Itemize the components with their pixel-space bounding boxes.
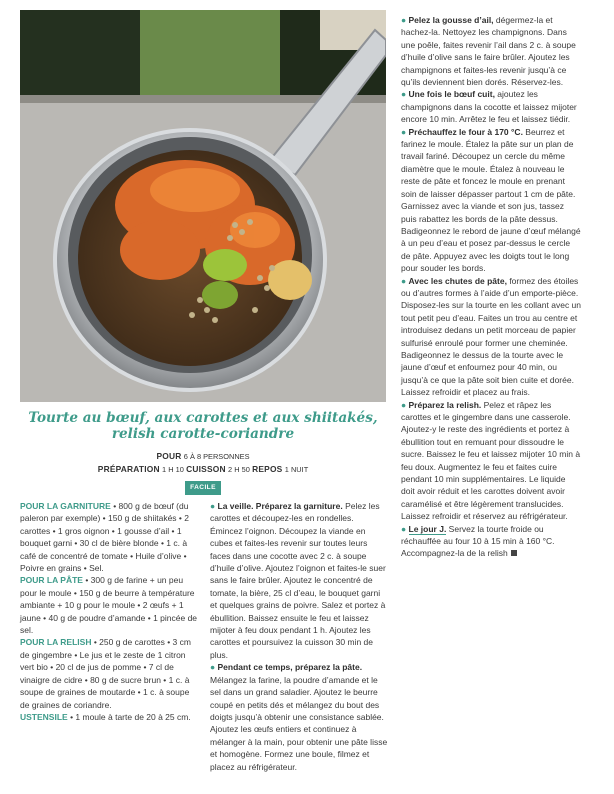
recipe-photo [20, 10, 386, 402]
ingredients-garniture: POUR LA GARNITURE • 800 g de bœuf (du paleron par exemple) • 150 g de shiitakés • 2 carottes • 1 gros oignon • 1 gousse d’ail • 1 bouquet garni • 30 cl de bière blonde • 1 c. à café de concentré de tomate • Huile d’olive • Poivre en grains • Sel. [20, 501, 189, 574]
step-chutes: ● Avec les chutes de pâte, formez des étoiles ou d’autres formes à l’aide d’un emporte-pièce. Disposez-les sur la tourte en les collant avec un tout petit peu d’eau. Faites un trou au centre et introduisez dedans un petit morceau de papier sulfurisé enroulé pour former une cheminée. Badigeonnez le dessus de la tourte avec le jaune d’œuf et enfournez pour 40 min, ou jusqu’à ce que la pâte soit bien cuite et dorée. Laissez refroidir et placez au frais. [401, 275, 582, 398]
steps-column-2 [401, 14, 581, 560]
ingredients-column [20, 500, 200, 723]
ingredients-ustensile: USTENSILE • 1 moule à tarte de 20 à 25 cm. [20, 711, 191, 722]
step-la-veille: ● La veille. Préparez la garniture. Pelez les carottes et découpez-les en rondelles. Émincez l’oignon. Découpez la viande en cubes et faites-les revenir sur toutes leurs faces dans une cocotte avec 2 c. à soupe d’huile d’olive. Ajoutez l’oignon et faites-le suer sans le faire brûler. Ajoutez le concentré de tomate, la bière, 25 cl d’eau, le bouquet garni et quelques grains de poivre. Salez et portez à ébullition. Baissez ensuite le feu et laissez mijoter à feu doux pendant 1 h. Ajoutez les carottes et poursuivez la cuisson 30 min de plus. [210, 501, 386, 660]
recipe-title-line1: Tourte au bœuf, aux carottes et aux shiitakés, [28, 410, 378, 426]
step-relish: ● Préparez la relish. Pelez et râpez les carottes et le gingembre dans une casserole. Ajoutez-y le reste des ingrédients et portez à ébullition tout en remuant pour dissoudre le sucre. Baissez le feu et laissez mijoter 10 min à feu doux. Augmentez le feu et faites cuire pendant 10 min supplémentaires. Le liquide doit avoir réduit et les carottes doivent avoir caramélisé et être légèrement translucides. Laissez refroidir et réservez au réfrigérateur. [401, 399, 581, 522]
difficulty-badge: FACILE [185, 481, 221, 495]
step-prechauffez: ● Préchauffez le four à 170 °C. Beurrez et farinez le moule. Étalez la pâte sur un plan de travail fariné. Découpez un cercle du même diamètre que le moule. Étalez à nouveau le reste de pâte et foncez le moule en prenant soin de laisser dépasser partout 1 cm de pâte. Garnissez avec la viande et son jus, tassez puis rabattez les bords de la pâte dessus. Badigeonnez le rebord de jaune d’œuf mélangé à un peu d’eau et posez par-dessus le cercle de pâte. Appuyez avec les doigts tout le long pour souder les bords. [401, 126, 581, 274]
saucepan-illustration [20, 10, 386, 402]
recipe-title-line2: relish carotte-coriandre [111, 426, 295, 442]
ingredients-pate: POUR LA PÂTE • 300 g de farine + un peu pour le moule • 150 g de beurre à température ambiante + 10 g pour le moule • 2 œufs + 1 jaune • 40 g de poudre d’amande • 1 pincée de sel. [20, 575, 198, 636]
servings: POUR 6 À 8 PERSONNES [156, 451, 250, 461]
steps-column-1 [210, 500, 388, 773]
step-boeuf-cuit: ● Une fois le bœuf cuit, ajoutez les champignons dans la cocotte et laissez mijoter encore 10 min. Arrêtez le feu et laissez tiédir. [401, 89, 577, 125]
recipe-title [20, 410, 386, 442]
step-pate: ● Pendant ce temps, préparez la pâte. Mélangez la farine, la poudre d’amande et le sel dans un grand saladier. Ajoutez le beurre coupé en petits dés et mélangez du bout des doigts jusqu’à obtenir une consistance sablée. Ajoutez les œufs entiers et continuez à mélanger à la main, pour obtenir une pâte lisse et homogène. Formez une boule, filmez et placez au réfrigérateur. [210, 662, 388, 772]
recipe-meta [20, 450, 386, 495]
step-ail: ● Pelez la gousse d’ail, dégermez-la et hachez-la. Nettoyez les champignons. Dans une poêle, faites revenir l’ail dans 2 c. à soupe d’huile d’olive sans le faire brûler. Ajoutez les champignons et faites-les revenir jusqu’à ce qu’ils deviennent bien dorés. Réservez-les. [401, 15, 576, 88]
ingredients-relish: POUR LA RELISH • 250 g de carottes • 3 cm de gingembre • Le jus et le zeste de 1 citron vert bio • 20 cl de jus de pomme • 7 cl de vinaigre de cidre • 80 g de sucre brun • 1 c. à soupe de graines de moutarde • 1 c. à soupe de graines de coriandre. [20, 637, 191, 710]
timings: PRÉPARATION 1 H 10 CUISSON 2 H 50 REPOS 1 NUIT [97, 464, 309, 474]
recipe-header [20, 410, 386, 495]
step-jour-j: ● Le jour J. Servez la tourte froide ou réchauffée au four 10 à 15 min à 160 °C. Accompagnez-la de la relish [401, 523, 555, 559]
end-mark-icon [511, 550, 517, 556]
